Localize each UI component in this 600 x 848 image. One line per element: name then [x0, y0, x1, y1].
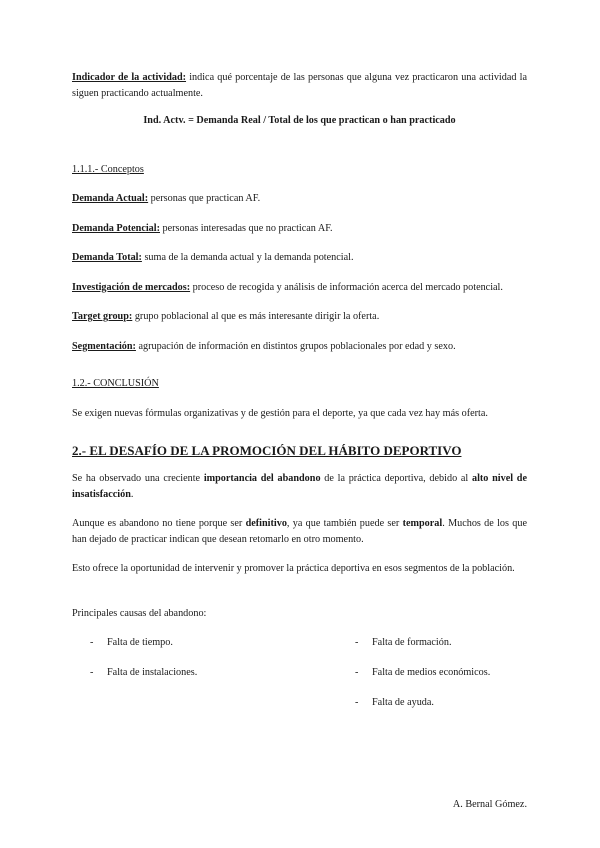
concept-text: suma de la demanda actual y la demanda potencial.: [141, 252, 354, 263]
section-2-title: 2.- EL DESAFÍO DE LA PROMOCIÓN DEL HÁBITO DEPORTIVO: [72, 443, 462, 458]
section-2-paragraph-3: Esto ofrece la oportunidad de intervenir y promover la práctica deportiva en esos segmentos de la población.: [72, 563, 515, 574]
text-run: de la práctica deportiva, debido al: [320, 473, 472, 484]
concept-term: Target group:: [72, 311, 133, 322]
concept-term: Investigación de mercados:: [72, 281, 191, 293]
causes-list-left: [72, 635, 197, 695]
list-item-text: Falta de medios económicos.: [372, 667, 491, 678]
conclusion-heading: 1.2.- CONCLUSIÓN: [72, 378, 159, 389]
list-item-text: Falta de instalaciones.: [107, 667, 198, 678]
concept-term: Demanda Potencial:: [72, 222, 160, 234]
bold-run: importancia del abandono: [203, 473, 321, 484]
text-run: Se ha observado una creciente: [72, 473, 204, 484]
bullet-dash: -: [355, 697, 359, 708]
indicator-text: indica qué porcentaje de las personas que alguna vez practicaron una actividad la siguen practicando actualmente.: [72, 72, 527, 99]
list-item-text: Falta de formación.: [372, 637, 452, 648]
bullet-dash: -: [90, 637, 94, 648]
concept-term: Demanda Total:: [72, 252, 142, 263]
concept-investigacion-mercados: [72, 280, 527, 296]
bold-run: alto nivel de insatisfacción: [72, 473, 527, 500]
bullet-dash: -: [90, 667, 94, 678]
bullet-dash: -: [355, 637, 359, 648]
section-2-paragraph-2: [72, 516, 527, 547]
list-item: [72, 635, 197, 665]
concept-text: proceso de recogida y análisis de información acerca del mercado potencial.: [190, 281, 503, 293]
concept-term: Demanda Actual:: [72, 193, 149, 204]
concept-text: grupo poblacional al que es más interesante dirigir la oferta.: [132, 311, 380, 322]
causes-list-right: [337, 635, 490, 725]
bold-run: definitivo: [245, 518, 287, 529]
concepts-heading: 1.1.1.- Conceptos: [72, 163, 144, 175]
footer-author: A. Bernal Gómez.: [452, 799, 527, 810]
list-item: [337, 665, 490, 695]
concept-text: personas interesadas que no practican AF.: [160, 222, 333, 234]
list-item-text: Falta de ayuda.: [372, 697, 434, 708]
indicator-definition: [72, 70, 527, 101]
bold-run: temporal: [402, 518, 443, 529]
concept-demanda-potencial: [72, 221, 527, 237]
list-item: [72, 665, 197, 695]
document-page: [72, 70, 527, 725]
text-run: , ya que también puede ser: [286, 518, 403, 529]
concept-demanda-total: [72, 250, 527, 266]
conclusion-text: Se exigen nuevas fórmulas organizativas y de gestión para el deporte, ya que cada vez hay más oferta.: [72, 407, 488, 419]
list-item: [337, 695, 490, 725]
concept-segmentacion: [72, 339, 527, 355]
concept-demanda-actual: [72, 191, 527, 207]
bullet-dash: -: [355, 667, 359, 678]
concept-target-group: [72, 309, 527, 325]
indicator-term: Indicador de la actividad:: [72, 72, 187, 83]
text-run: .: [130, 488, 134, 500]
causes-lists: [72, 635, 527, 725]
text-run: . Muchos de los que han dejado de practicar indican que desean retomarlo en otro momento.: [72, 518, 527, 545]
causes-intro: Principales causas del abandono:: [72, 607, 207, 619]
text-run: Aunque es abandono no tiene porque ser: [72, 518, 246, 529]
list-item: [337, 635, 490, 665]
concept-term: Segmentación:: [72, 340, 136, 352]
concept-text: agrupación de información en distintos grupos poblacionales por edad y sexo.: [135, 340, 456, 352]
list-item-text: Falta de tiempo.: [107, 637, 173, 648]
section-2-paragraph-1: [72, 471, 527, 502]
indicator-formula: Ind. Actv. = Demanda Real / Total de los que practican o han practicado: [143, 115, 456, 126]
concept-text: personas que practican AF.: [148, 193, 261, 204]
